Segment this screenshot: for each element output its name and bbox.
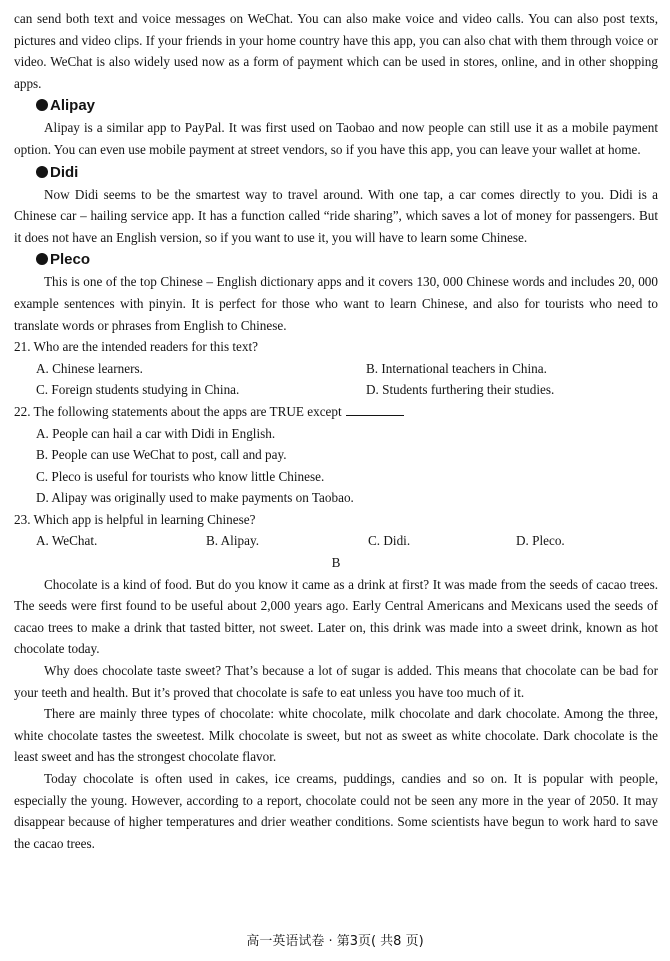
question-21-stem: 21. Who are the intended readers for this text? bbox=[14, 339, 259, 355]
question-23-option-c: C. Didi. bbox=[368, 533, 411, 549]
question-23-stem: 23. Which app is helpful in learning Chinese? bbox=[14, 511, 256, 527]
question-21-option-a: A. Chinese learners. bbox=[36, 360, 143, 376]
question-21-option-c: C. Foreign students studying in China. bbox=[36, 382, 240, 398]
question-21-option-b: B. International teachers in China. bbox=[366, 360, 547, 376]
alipay-title: Alipay bbox=[50, 97, 96, 115]
passage-b-paragraph-1: Chocolate is a kind of food. But do you know it came as a drink at first? It was made from the seeds of cacao trees. The seeds were first found to be useful about 2,000 years ago. Early Central Americans and Mexicans used the seeds of cacao trees to make a drink that tasted bitter, not sweet. Later on, this drink was made into a sweet drink, known as hot chocolate today. bbox=[14, 576, 658, 657]
question-23-option-a: A. WeChat. bbox=[36, 533, 98, 549]
section-b-heading: B bbox=[331, 555, 341, 571]
page-footer: 高一英语试卷 · 第3页( 共8 页) bbox=[246, 934, 424, 949]
pleco-title: Pleco bbox=[50, 251, 91, 269]
passage-b-paragraph-2: Why does chocolate taste sweet? That’s because a lot of sugar is added. This means that chocolate can be bad for your teeth and health. But it’s proved that chocolate is safe to eat unless you have too much of it. bbox=[14, 663, 658, 700]
exam-page bbox=[14, 8, 658, 854]
pleco-heading bbox=[14, 248, 658, 271]
question-22-stem-line bbox=[14, 401, 658, 423]
question-21-options-row-1 bbox=[14, 358, 658, 380]
alipay-paragraph: Alipay is a similar app to PayPal. It was first used on Taobao and now people can still use it as a mobile payment option. You can even use mobile payment at street vendors, so if you have this app, you can leave your wallet at home. bbox=[14, 120, 658, 157]
question-21-options-row-2 bbox=[14, 379, 658, 401]
question-22-option-c: C. Pleco is useful for tourists who know little Chinese. bbox=[36, 468, 325, 484]
didi-paragraph: Now Didi seems to be the smartest way to travel around. With one tap, a car comes directly to you. Didi is a Chinese car – hailing service app. It has a function called “ride sharing”, which saves a lot of money for passengers. But it does not have an English version, so if you want to use it, you will have to learn some Chinese. bbox=[14, 186, 658, 245]
passage-b-paragraph-3: There are mainly three types of chocolate: white chocolate, milk chocolate and dark chocolate. Among the three, white chocolate tastes the sweetest. Milk chocolate is sweet, but not as sweet as white chocolate. Dark chocolate is the least sweet and has the strongest chocolate flavor. bbox=[14, 706, 658, 765]
wechat-paragraph: can send both text and voice messages on WeChat. You can also make voice and video calls. You can also post texts, pictures and video clips. If your friends in your home country have this app, you can also chat with them through voice or video. WeChat is also widely used now as a form of payment which can be used in stores, online, and in other shopping apps. bbox=[14, 11, 658, 91]
question-22-stem: 22. The following statements about the apps are TRUE except bbox=[14, 403, 342, 419]
question-21-option-d: D. Students furthering their studies. bbox=[366, 382, 555, 398]
question-23-option-d: D. Pleco. bbox=[516, 533, 565, 549]
question-23-options-row bbox=[14, 530, 658, 552]
question-22-option-b: B. People can use WeChat to post, call and pay. bbox=[36, 447, 287, 463]
question-22-option-a: A. People can hail a car with Didi in English. bbox=[36, 425, 276, 441]
bullet-icon bbox=[36, 166, 48, 178]
didi-heading bbox=[14, 161, 658, 184]
didi-title: Didi bbox=[50, 163, 79, 181]
question-23-option-b: B. Alipay. bbox=[206, 533, 259, 549]
passage-b-paragraph-4: Today chocolate is often used in cakes, ice creams, puddings, candies and so on. It is popular with people, especially the young. However, according to a report, chocolate could not be seen any more in the year of 2050. It may disappear because of higher temperatures and drier weather conditions. Some scientists have begun to work hard to save the cacao trees. bbox=[14, 771, 658, 851]
question-22-option-d: D. Alipay was originally used to make payments on Taobao. bbox=[36, 490, 354, 506]
bullet-icon bbox=[36, 99, 48, 111]
alipay-heading bbox=[14, 94, 658, 117]
answer-blank bbox=[346, 403, 404, 416]
pleco-paragraph: This is one of the top Chinese – English dictionary apps and it covers 130, 000 Chinese words and includes 20, 000 example sentences with pinyin. It is perfect for those who want to learn Chinese, and also for tourists who need to translate words or phrases from English to Chinese. bbox=[14, 274, 658, 333]
bullet-icon bbox=[36, 253, 48, 265]
